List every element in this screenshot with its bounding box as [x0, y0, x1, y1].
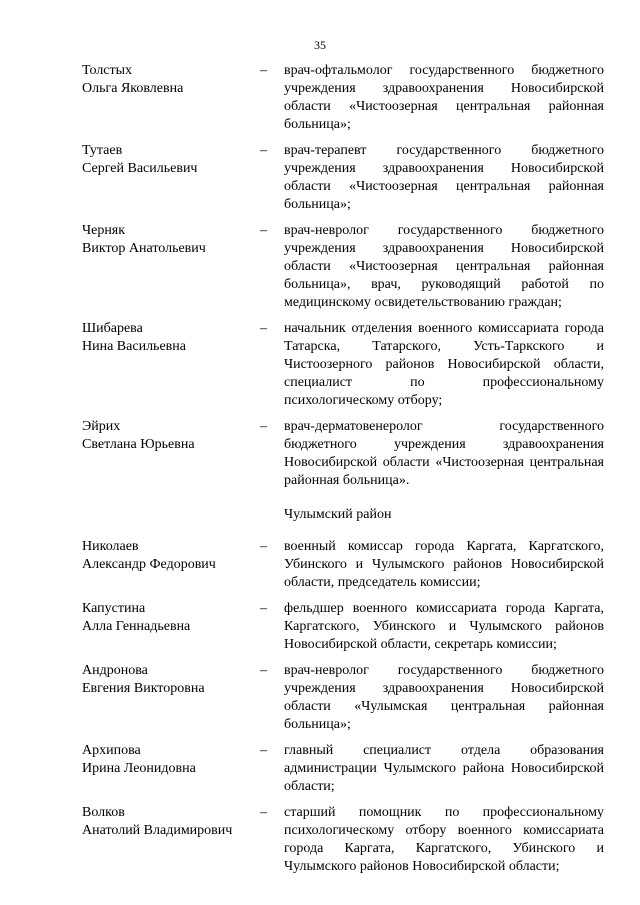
surname: Шибарева — [82, 321, 143, 336]
document-body — [82, 62, 604, 884]
list-item — [82, 320, 604, 410]
position-description: главный специалист отдела образования администрации Чулымского района Новосибирской области; — [284, 743, 604, 794]
list-item — [82, 742, 604, 796]
given-name: Евгения Викторовна — [82, 681, 205, 696]
page-number: 35 — [314, 38, 326, 52]
surname: Волков — [82, 805, 125, 820]
position-description: фельдшер военного комиссариата города Каргата, Каргатского, Убинского и Чулымского районов Новосибирской области, секретарь комиссии; — [284, 601, 604, 652]
position-description: врач-невролог государственного бюджетного учреждения здравоохранения Новосибирской области «Чистоозерная центральная районная больница», врач, руководящий работой по медицинскому освидетельствованию граждан; — [284, 223, 604, 310]
section-heading: Чулымский район — [284, 507, 392, 522]
person-name — [82, 804, 260, 876]
surname: Толстых — [82, 63, 133, 78]
list-item — [82, 804, 604, 876]
position-description: врач-офтальмолог государственного бюджетного учреждения здравоохранения Новосибирской области «Чистоозерная центральная районная больница»; — [284, 63, 604, 132]
surname: Андронова — [82, 663, 148, 678]
surname: Тутаев — [82, 143, 123, 158]
surname: Архипова — [82, 743, 141, 758]
list-item — [82, 142, 604, 214]
person-name — [82, 222, 260, 312]
dash: – — [260, 143, 267, 158]
list-item — [82, 222, 604, 312]
list-item — [82, 538, 604, 592]
position-description: врач-невролог государственного бюджетного учреждения здравоохранения Новосибирской области «Чулымская центральная районная больница»; — [284, 663, 604, 732]
dash: – — [260, 419, 267, 434]
given-name: Ирина Леонидовна — [82, 761, 196, 776]
given-name: Анатолий Владимирович — [82, 823, 233, 838]
position-description: начальник отделения военного комиссариата города Татарска, Татарского, Усть-Таркского и Чистоозерного районов Новосибирской области, специалист по профессиональному психологическому отбору; — [284, 321, 604, 408]
given-name: Александр Федорович — [82, 557, 216, 572]
position-description: врач-дерматовенеролог государственного бюджетного учреждения здравоохранения Новосибирской области «Чистоозерная центральная районная больница». — [284, 419, 604, 488]
person-name — [82, 62, 260, 134]
surname: Николаев — [82, 539, 139, 554]
dash: – — [260, 743, 267, 758]
person-name — [82, 418, 260, 490]
given-name: Сергей Васильевич — [82, 161, 198, 176]
given-name: Ольга Яковлевна — [82, 81, 184, 96]
dash: – — [260, 321, 267, 336]
surname: Черняк — [82, 223, 126, 238]
dash: – — [260, 539, 267, 554]
person-name — [82, 320, 260, 410]
person-name — [82, 742, 260, 796]
dash: – — [260, 63, 267, 78]
surname: Капустина — [82, 601, 146, 616]
position-description: врач-терапевт государственного бюджетного учреждения здравоохранения Новосибирской области «Чистоозерная центральная районная больница»; — [284, 143, 604, 212]
dash: – — [260, 223, 267, 238]
position-description: военный комиссар города Каргата, Каргатского, Убинского и Чулымского районов Новосибирской области, председатель комиссии; — [284, 539, 604, 590]
surname: Эйрих — [82, 419, 121, 434]
dash: – — [260, 805, 267, 820]
position-description: старший помощник по профессиональному психологическому отбору военного комиссариата города Каргата, Каргатского, Убинского и Чулымского районов Новосибирской области; — [284, 805, 604, 874]
list-item — [82, 62, 604, 134]
list-item — [82, 662, 604, 734]
given-name: Светлана Юрьевна — [82, 437, 195, 452]
dash: – — [260, 601, 267, 616]
dash: – — [260, 663, 267, 678]
list-item — [82, 418, 604, 490]
list-item — [82, 600, 604, 654]
given-name: Виктор Анатольевич — [82, 241, 206, 256]
given-name: Нина Васильевна — [82, 339, 186, 354]
person-name — [82, 538, 260, 592]
person-name — [82, 662, 260, 734]
given-name: Алла Геннадьевна — [82, 619, 191, 634]
person-name — [82, 142, 260, 214]
person-name — [82, 600, 260, 654]
